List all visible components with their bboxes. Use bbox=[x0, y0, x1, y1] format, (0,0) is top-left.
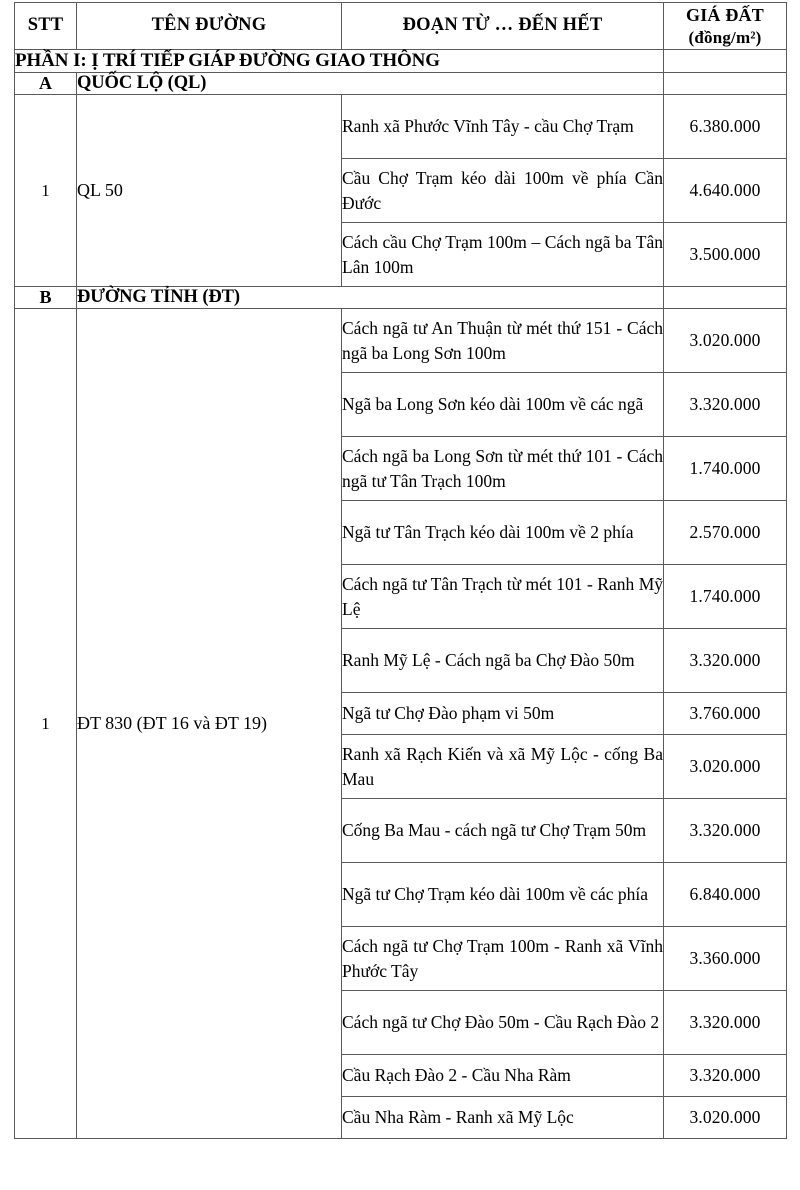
segment-description: Cách ngã tư Chợ Đào 50m - Cầu Rạch Đào 2 bbox=[342, 991, 664, 1055]
table-row bbox=[15, 309, 787, 373]
header-price-line1: GIÁ ĐẤT bbox=[686, 5, 764, 26]
land-price-value: 3.320.000 bbox=[664, 629, 787, 693]
land-price-value: 3.020.000 bbox=[664, 735, 787, 799]
land-price-value: 3.320.000 bbox=[664, 799, 787, 863]
header-segment: ĐOẠN TỪ … ĐẾN HẾT bbox=[342, 3, 664, 50]
segment-description: Ranh xã Phước Vĩnh Tây - cầu Chợ Trạm bbox=[342, 95, 664, 159]
segment-description: Cách cầu Chợ Trạm 100m – Cách ngã ba Tân Lân 100m bbox=[342, 223, 664, 287]
segment-description: Cách ngã tư Tân Trạch từ mét 101 - Ranh Mỹ Lệ bbox=[342, 565, 664, 629]
land-price-value: 1.740.000 bbox=[664, 437, 787, 501]
land-price-value: 3.320.000 bbox=[664, 1055, 787, 1097]
segment-description: Cống Ba Mau - cách ngã tư Chợ Trạm 50m bbox=[342, 799, 664, 863]
land-price-value: 3.760.000 bbox=[664, 693, 787, 735]
segment-description: Ngã tư Chợ Trạm kéo dài 100m về các phía bbox=[342, 863, 664, 927]
segment-description: Ranh Mỹ Lệ - Cách ngã ba Chợ Đào 50m bbox=[342, 629, 664, 693]
segment-description: Ranh xã Rạch Kiến và xã Mỹ Lộc - cống Ba Mau bbox=[342, 735, 664, 799]
segment-description: Cầu Rạch Đào 2 - Cầu Nha Ràm bbox=[342, 1055, 664, 1097]
header-road-name: TÊN ĐƯỜNG bbox=[77, 3, 342, 50]
land-price-table bbox=[14, 2, 787, 1139]
group-label: ĐƯỜNG TỈNH (ĐT) bbox=[77, 287, 664, 309]
land-price-value: 4.640.000 bbox=[664, 159, 787, 223]
land-price-value: 3.320.000 bbox=[664, 991, 787, 1055]
land-price-value: 3.320.000 bbox=[664, 373, 787, 437]
group-price-blank bbox=[664, 287, 787, 309]
group-price-blank bbox=[664, 73, 787, 95]
land-price-value: 1.740.000 bbox=[664, 565, 787, 629]
group-label: QUỐC LỘ (QL) bbox=[77, 73, 664, 95]
document-page bbox=[0, 2, 800, 1190]
group-header-row bbox=[15, 287, 787, 309]
road-name: QL 50 bbox=[77, 95, 342, 287]
land-price-value: 3.360.000 bbox=[664, 927, 787, 991]
table-header-row bbox=[15, 3, 787, 50]
land-price-value: 2.570.000 bbox=[664, 501, 787, 565]
segment-description: Cầu Nha Ràm - Ranh xã Mỹ Lộc bbox=[342, 1097, 664, 1139]
header-price bbox=[664, 3, 787, 50]
road-stt: 1 bbox=[15, 309, 77, 1139]
segment-description: Cầu Chợ Trạm kéo dài 100m về phía Cần Đước bbox=[342, 159, 664, 223]
segment-description: Ngã ba Long Sơn kéo dài 100m về các ngã bbox=[342, 373, 664, 437]
segment-description: Ngã tư Tân Trạch kéo dài 100m về 2 phía bbox=[342, 501, 664, 565]
header-price-line2: (đồng/m²) bbox=[688, 27, 762, 47]
land-price-value: 3.500.000 bbox=[664, 223, 787, 287]
segment-description: Cách ngã tư An Thuận từ mét thứ 151 - Cách ngã ba Long Sơn 100m bbox=[342, 309, 664, 373]
land-price-value: 6.840.000 bbox=[664, 863, 787, 927]
group-header-row bbox=[15, 73, 787, 95]
segment-description: Cách ngã tư Chợ Trạm 100m - Ranh xã Vĩnh Phước Tây bbox=[342, 927, 664, 991]
section-banner-row bbox=[15, 50, 787, 73]
group-index: B bbox=[15, 287, 77, 309]
section-banner-label: PHẦN I: Ị TRÍ TIẾP GIÁP ĐƯỜNG GIAO THÔNG bbox=[15, 50, 664, 73]
land-price-value: 3.020.000 bbox=[664, 309, 787, 373]
road-stt: 1 bbox=[15, 95, 77, 287]
road-name: ĐT 830 (ĐT 16 và ĐT 19) bbox=[77, 309, 342, 1139]
group-index: A bbox=[15, 73, 77, 95]
table-row bbox=[15, 95, 787, 159]
segment-description: Cách ngã ba Long Sơn từ mét thứ 101 - Cách ngã tư Tân Trạch 100m bbox=[342, 437, 664, 501]
land-price-value: 6.380.000 bbox=[664, 95, 787, 159]
land-price-value: 3.020.000 bbox=[664, 1097, 787, 1139]
section-banner-price-blank bbox=[664, 50, 787, 73]
segment-description: Ngã tư Chợ Đào phạm vi 50m bbox=[342, 693, 664, 735]
header-stt: STT bbox=[15, 3, 77, 50]
